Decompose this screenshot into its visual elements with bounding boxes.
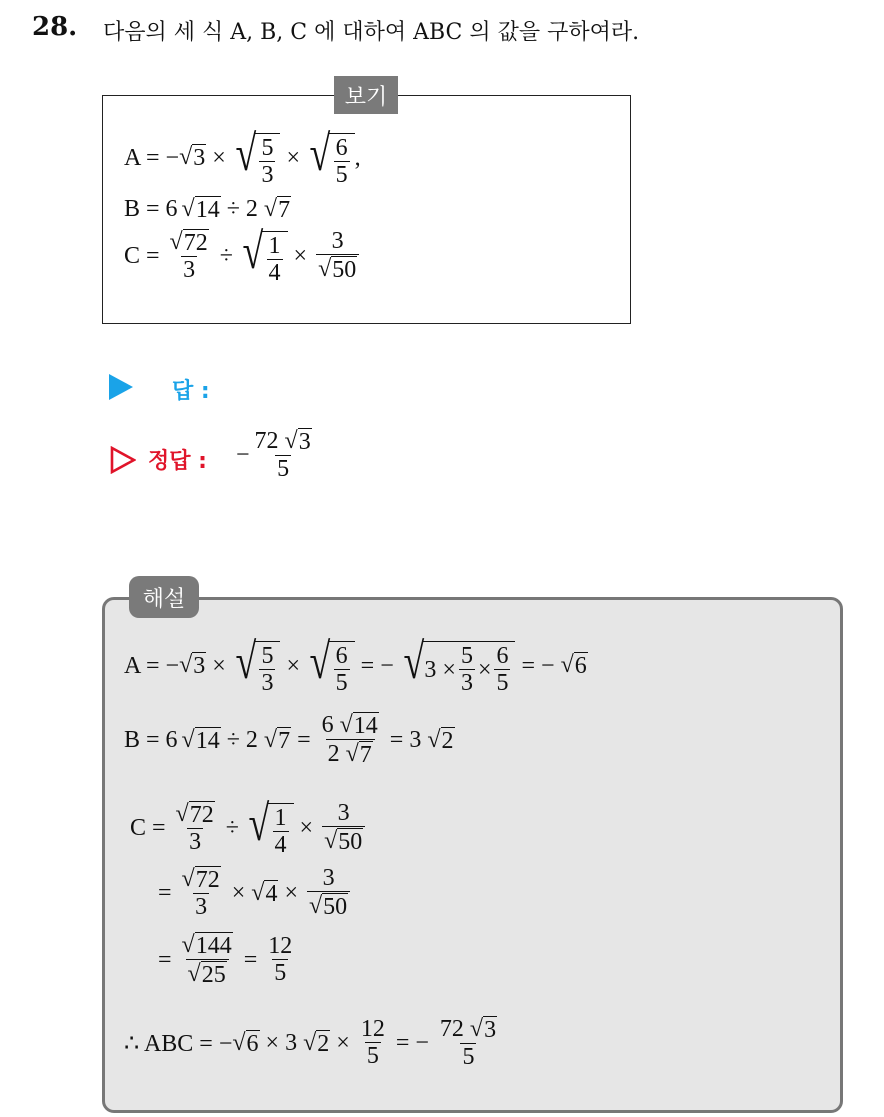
fraction: √ 72 3 bbox=[175, 800, 214, 856]
sqrt: √ $\frac{5}{3}$ bbox=[232, 636, 281, 696]
fraction: $\frac{5}{3}$ bbox=[261, 135, 274, 189]
sqrt: √ $\frac{1}{4}$ bbox=[239, 226, 288, 286]
fraction: 6 √ 14 2 √ 7 bbox=[321, 712, 378, 769]
fraction: $\frac{6}{5}$ bbox=[496, 643, 509, 697]
sqrt: √ 14 bbox=[181, 196, 220, 223]
sqrt: √ $\frac{5}{3}$ bbox=[232, 128, 281, 188]
fraction: $\frac{12}{5}$ bbox=[268, 933, 293, 987]
solution-line-final: ∴ ABC = − √ 6 × 3 √ 2 × $\frac{12}{5}$ = − 72 √ 3 5 bbox=[124, 1016, 502, 1071]
fraction: 3 √ 50 bbox=[307, 866, 350, 921]
fraction: √ 72 3 bbox=[181, 866, 220, 921]
fraction: $\frac{1}{4}$ bbox=[274, 805, 287, 859]
sqrt: √ 6 bbox=[232, 1029, 259, 1057]
fraction: $\frac{5}{3}$ bbox=[460, 643, 473, 697]
fraction: $\frac{6}{5}$ bbox=[335, 643, 348, 697]
sqrt: √ 4 bbox=[251, 879, 278, 907]
sqrt: √ 6 bbox=[560, 652, 587, 680]
fraction: 3 √ 50 bbox=[316, 229, 359, 284]
correct-arrow-icon bbox=[110, 446, 136, 474]
solution-line-b: B = 6 √ 14 ÷ 2 √ 7 = 6 √ 14 2 √ 7 = 3 √ 2 bbox=[124, 712, 454, 769]
fraction: 72 √ 3 5 bbox=[254, 428, 311, 483]
sqrt: √ $\frac{6}{5}$ bbox=[306, 128, 355, 188]
fraction: 3 √ 50 bbox=[322, 801, 365, 856]
sqrt: √ 14 bbox=[181, 726, 220, 754]
sqrt: √ $\frac{1}{4}$ bbox=[245, 798, 294, 858]
sqrt: √ 3 bbox=[179, 652, 206, 680]
fraction: 72 √ 3 5 bbox=[439, 1016, 497, 1071]
sqrt: √ $\frac{6}{5}$ bbox=[306, 636, 355, 696]
answer-arrow-icon bbox=[109, 374, 133, 400]
fraction: $\frac{5}{3}$ bbox=[261, 643, 274, 697]
solution-tag: 해설 bbox=[129, 576, 199, 618]
sqrt: √ 2 bbox=[303, 1029, 330, 1057]
correct-answer-label: 정답 : bbox=[148, 449, 207, 474]
question-text: 다음의 세 식 A, B, C 에 대하여 ABC 의 값을 구하여라. bbox=[103, 20, 640, 45]
bogi-line-a: A = − √ 3 × √ $\frac{5}{3}$ × √ $\frac{6}{5}$ , bbox=[124, 125, 361, 189]
fraction: √ 72 3 bbox=[169, 228, 208, 284]
example-tag: 보기 bbox=[334, 76, 398, 114]
fraction: $\frac{1}{4}$ bbox=[268, 233, 281, 287]
solution-line-c2: = √ 72 3 × √ 4 × 3 √ 50 bbox=[158, 866, 353, 921]
bogi-line-b: B = 6 √ 14 ÷ 2 √ 7 bbox=[124, 196, 291, 223]
solution-line-a: A = − √ 3 × √ $\frac{5}{3}$ × √ $\frac{6}{5}$ = − √ 3 × $\frac{5}{3}$ × $\frac{6}{5}$ = − √ 6 bbox=[124, 633, 587, 697]
sqrt: √ 7 bbox=[263, 196, 291, 223]
fraction: $\frac{12}{5}$ bbox=[360, 1016, 385, 1070]
fraction: $\frac{6}{5}$ bbox=[335, 135, 348, 189]
correct-answer-value: − 72 √ 3 5 bbox=[236, 428, 317, 483]
sqrt: √ 7 bbox=[263, 726, 291, 754]
sqrt: √ 2 bbox=[427, 726, 454, 754]
answer-label: 답 : bbox=[172, 379, 210, 404]
sqrt: √ 3 × $\frac{5}{3}$ × $\frac{6}{5}$ bbox=[400, 636, 516, 696]
question-number: 28. bbox=[32, 12, 78, 42]
sqrt: √ 3 bbox=[179, 144, 206, 172]
fraction: √ 144 √ 25 bbox=[181, 932, 232, 989]
solution-line-c1: C = √ 72 3 ÷ √ $\frac{1}{4}$ × 3 √ 50 bbox=[130, 798, 368, 858]
bogi-line-c: C = √ 72 3 ÷ √ $\frac{1}{4}$ × 3 √ 50 bbox=[124, 226, 362, 286]
solution-line-c3: = √ 144 √ 25 = $\frac{12}{5}$ bbox=[158, 932, 293, 989]
